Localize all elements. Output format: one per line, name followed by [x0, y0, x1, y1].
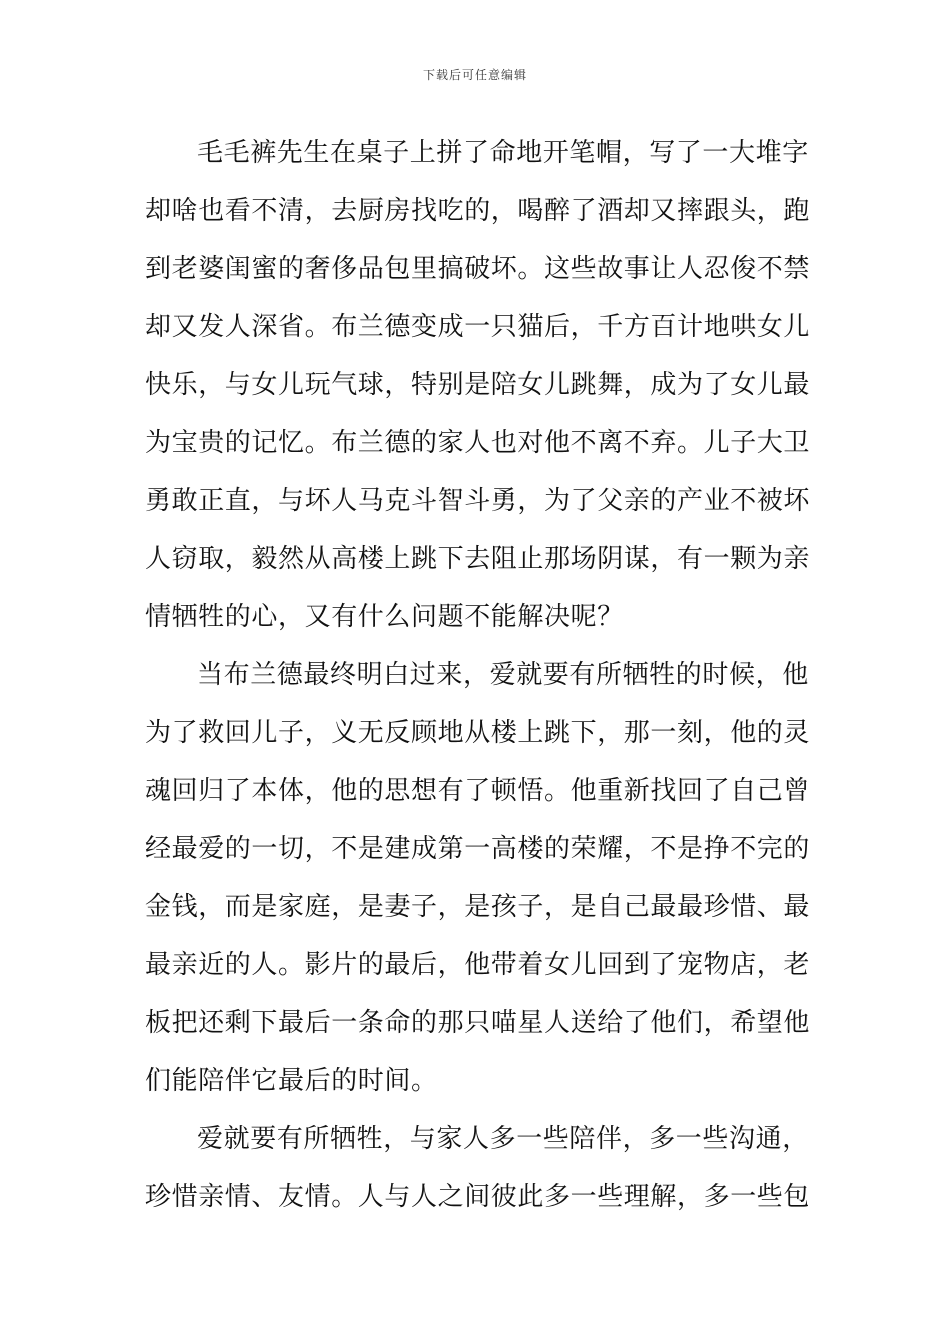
text-line: 人窃取，毅然从高楼上跳下去阻止那场阴谋，有一颗为亲: [145, 544, 811, 574]
text-line: 爱就要有所牺牲，与家人多一些陪伴，多一些沟通，: [197, 1124, 809, 1154]
text-line: 们能陪伴它最后的时间。: [145, 1066, 438, 1096]
paragraph: [145, 124, 811, 646]
text-line: 为宝贵的记忆。布兰德的家人也对他不离不弃。儿子大卫: [145, 428, 811, 458]
page-header: 下载后可任意编辑: [422, 68, 527, 82]
text-line: 最亲近的人。影片的最后，他带着女儿回到了宠物店，老: [145, 950, 811, 980]
document-body: [145, 124, 811, 1226]
text-line: 当布兰德最终明白过来，爱就要有所牺牲的时候，他: [197, 660, 809, 690]
text-line: 魂回归了本体，他的思想有了顿悟。他重新找回了自己曾: [145, 776, 811, 806]
text-line: 经最爱的一切，不是建成第一高楼的荣耀，不是挣不完的: [145, 834, 811, 864]
text-line: 却又发人深省。布兰德变成一只猫后，千方百计地哄女儿: [145, 312, 811, 342]
text-line: 到老婆闺蜜的奢侈品包里搞破坏。这些故事让人忍俊不禁: [145, 254, 811, 284]
text-line: 金钱，而是家庭，是妻子，是孩子，是自己最最珍惜、最: [145, 892, 811, 922]
text-line: 为了救回儿子，义无反顾地从楼上跳下，那一刻，他的灵: [145, 718, 811, 748]
paragraph: [145, 1110, 811, 1226]
paragraph: [145, 646, 811, 1110]
text-line: 珍惜亲情、友情。人与人之间彼此多一些理解，多一些包: [145, 1182, 811, 1212]
text-line: 情牺牲的心，又有什么问题不能解决呢？: [145, 602, 624, 632]
text-line: 快乐，与女儿玩气球，特别是陪女儿跳舞，成为了女儿最: [145, 370, 811, 400]
text-line: 毛毛裤先生在桌子上拼了命地开笔帽，写了一大堆字: [197, 138, 809, 168]
text-line: 板把还剩下最后一条命的那只喵星人送给了他们，希望他: [145, 1008, 811, 1038]
text-line: 勇敢正直，与坏人马克斗智斗勇，为了父亲的产业不被坏: [145, 486, 811, 516]
text-line: 却啥也看不清，去厨房找吃的，喝醉了酒却又摔跟头，跑: [145, 196, 811, 226]
